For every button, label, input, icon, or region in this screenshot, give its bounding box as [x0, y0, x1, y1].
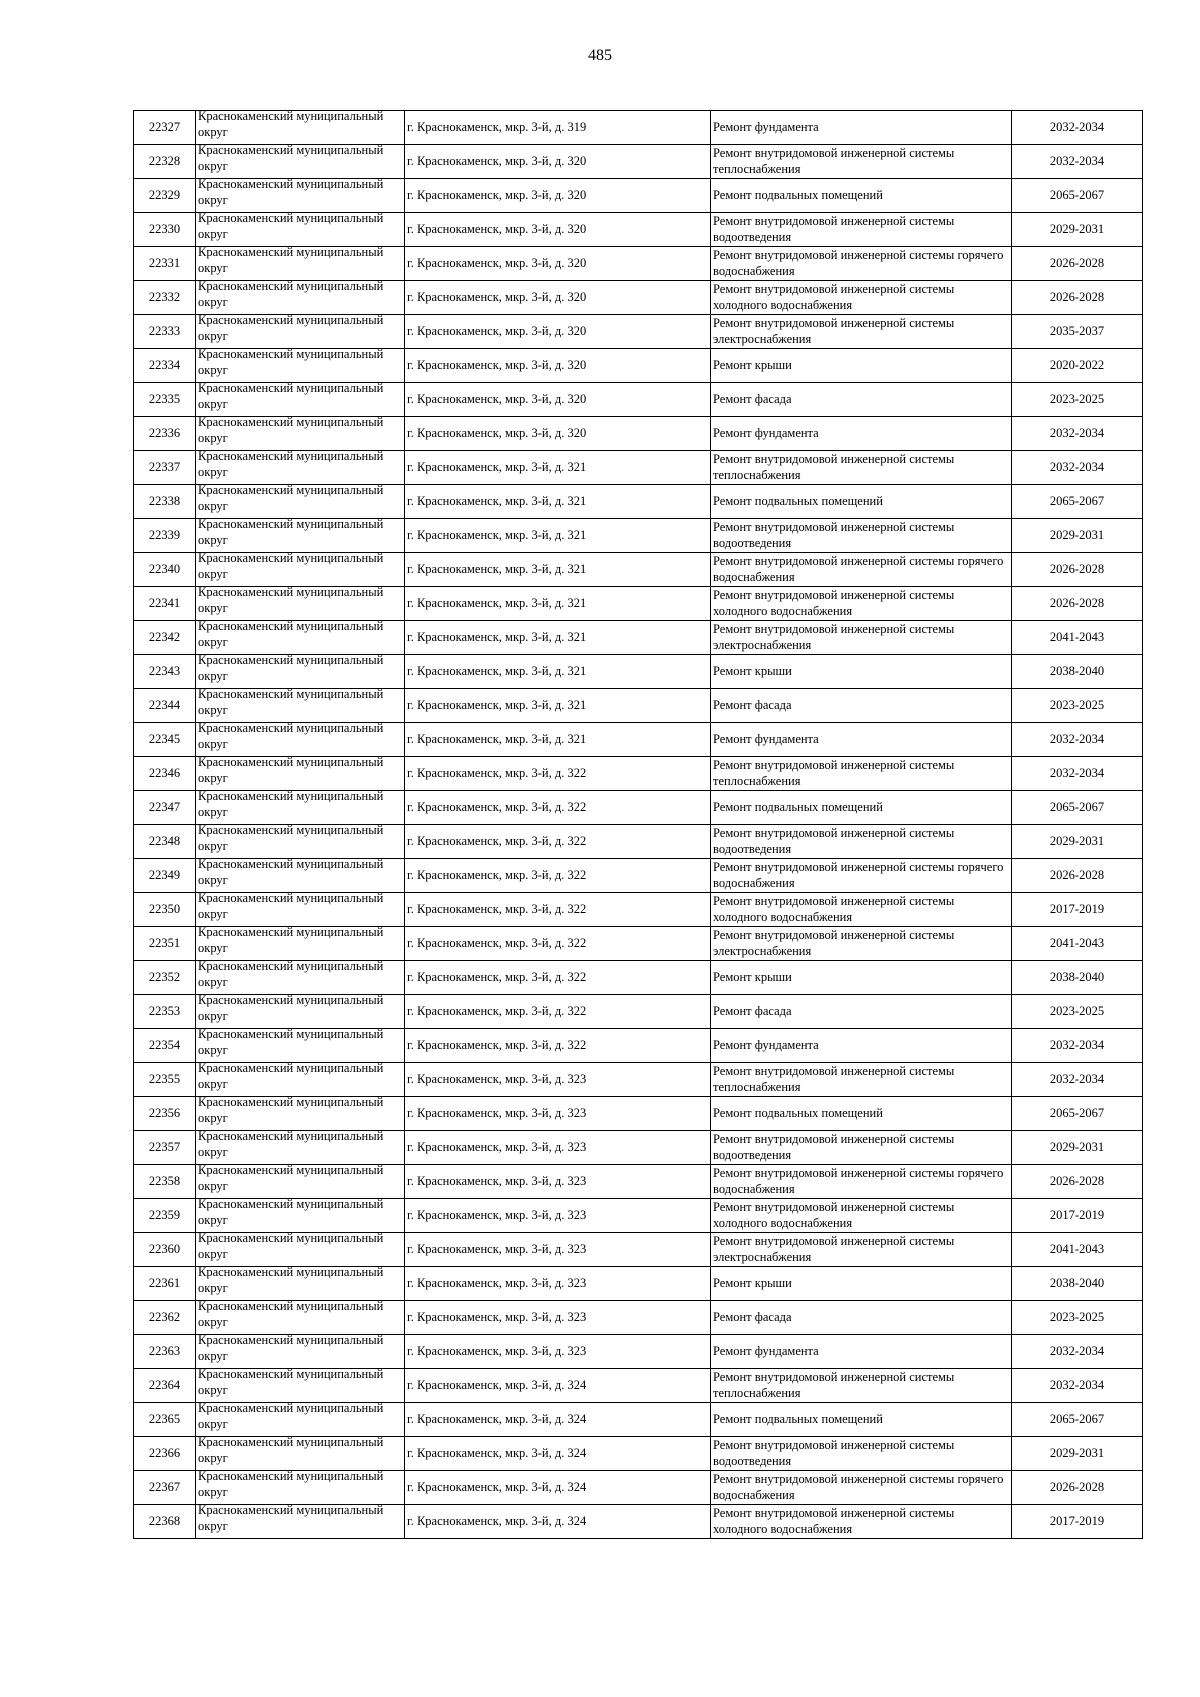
address-cell: г. Краснокаменск, мкр. 3-й, д. 319 — [405, 111, 711, 145]
row-number: 22357 — [134, 1131, 196, 1165]
row-number: 22345 — [134, 723, 196, 757]
table-row — [134, 1437, 1143, 1471]
work-type-cell: Ремонт внутридомовой инженерной системы холодного водоснабжения — [711, 1505, 1012, 1539]
row-number: 22327 — [134, 111, 196, 145]
municipality-cell — [196, 145, 405, 179]
work-type-cell: Ремонт внутридомовой инженерной системы холодного водоснабжения — [711, 1199, 1012, 1233]
row-number: 22334 — [134, 349, 196, 383]
municipality-cell — [196, 587, 405, 621]
table-row — [134, 417, 1143, 451]
address-cell: г. Краснокаменск, мкр. 3-й, д. 321 — [405, 723, 711, 757]
work-type-cell: Ремонт подвальных помещений — [711, 1403, 1012, 1437]
row-number: 22339 — [134, 519, 196, 553]
municipality-text: Краснокаменский муниципальный округ — [198, 280, 384, 309]
address-cell: г. Краснокаменск, мкр. 3-й, д. 323 — [405, 1199, 711, 1233]
municipality-text: Краснокаменский муниципальный округ — [198, 858, 384, 887]
municipality-cell — [196, 1267, 405, 1301]
work-type-cell: Ремонт фундамента — [711, 1029, 1012, 1063]
period-cell: 2023-2025 — [1012, 995, 1143, 1029]
period-cell: 2023-2025 — [1012, 383, 1143, 417]
address-cell: г. Краснокаменск, мкр. 3-й, д. 323 — [405, 1335, 711, 1369]
municipality-text: Краснокаменский муниципальный округ — [198, 722, 384, 751]
address-cell: г. Краснокаменск, мкр. 3-й, д. 323 — [405, 1131, 711, 1165]
municipality-cell — [196, 519, 405, 553]
work-type-cell: Ремонт внутридомовой инженерной системы электроснабжения — [711, 1233, 1012, 1267]
period-cell: 2032-2034 — [1012, 1335, 1143, 1369]
work-type-cell: Ремонт крыши — [711, 349, 1012, 383]
work-type-cell: Ремонт фасада — [711, 995, 1012, 1029]
work-type-cell: Ремонт фундамента — [711, 1335, 1012, 1369]
municipality-text: Краснокаменский муниципальный округ — [198, 518, 384, 547]
address-cell: г. Краснокаменск, мкр. 3-й, д. 322 — [405, 893, 711, 927]
address-cell: г. Краснокаменск, мкр. 3-й, д. 324 — [405, 1505, 711, 1539]
row-number: 22361 — [134, 1267, 196, 1301]
municipality-text: Краснокаменский муниципальный округ — [198, 688, 384, 717]
municipality-cell — [196, 1301, 405, 1335]
table-row — [134, 1029, 1143, 1063]
work-type-cell: Ремонт подвальных помещений — [711, 791, 1012, 825]
row-number: 22355 — [134, 1063, 196, 1097]
municipality-cell — [196, 1097, 405, 1131]
municipality-cell — [196, 961, 405, 995]
municipality-text: Краснокаменский муниципальный округ — [198, 892, 384, 921]
table-row — [134, 1267, 1143, 1301]
period-cell: 2029-2031 — [1012, 519, 1143, 553]
municipality-text: Краснокаменский муниципальный округ — [198, 1300, 384, 1329]
municipality-cell — [196, 553, 405, 587]
row-number: 22337 — [134, 451, 196, 485]
table-row — [134, 383, 1143, 417]
period-cell: 2023-2025 — [1012, 689, 1143, 723]
municipality-cell — [196, 281, 405, 315]
municipality-cell — [196, 757, 405, 791]
municipality-cell — [196, 1505, 405, 1539]
municipality-cell — [196, 859, 405, 893]
municipality-cell — [196, 621, 405, 655]
address-cell: г. Краснокаменск, мкр. 3-й, д. 323 — [405, 1063, 711, 1097]
table-row — [134, 961, 1143, 995]
address-cell: г. Краснокаменск, мкр. 3-й, д. 322 — [405, 961, 711, 995]
municipality-text: Краснокаменский муниципальный округ — [198, 1164, 384, 1193]
municipality-cell — [196, 927, 405, 961]
work-type-cell: Ремонт внутридомовой инженерной системы горячего водоснабжения — [711, 247, 1012, 281]
work-type-cell: Ремонт внутридомовой инженерной системы теплоснабжения — [711, 757, 1012, 791]
work-type-cell: Ремонт внутридомовой инженерной системы горячего водоснабжения — [711, 859, 1012, 893]
address-cell: г. Краснокаменск, мкр. 3-й, д. 324 — [405, 1437, 711, 1471]
row-number: 22333 — [134, 315, 196, 349]
row-number: 22350 — [134, 893, 196, 927]
municipality-cell — [196, 1029, 405, 1063]
period-cell: 2029-2031 — [1012, 825, 1143, 859]
address-cell: г. Краснокаменск, мкр. 3-й, д. 321 — [405, 485, 711, 519]
municipality-text: Краснокаменский муниципальный округ — [198, 552, 384, 581]
municipality-cell — [196, 1165, 405, 1199]
municipality-cell — [196, 689, 405, 723]
municipality-text: Краснокаменский муниципальный округ — [198, 314, 384, 343]
row-number: 22353 — [134, 995, 196, 1029]
page-number: 485 — [588, 47, 612, 64]
period-cell: 2035-2037 — [1012, 315, 1143, 349]
row-number: 22346 — [134, 757, 196, 791]
municipality-text: Краснокаменский муниципальный округ — [198, 994, 384, 1023]
table-row — [134, 315, 1143, 349]
address-cell: г. Краснокаменск, мкр. 3-й, д. 321 — [405, 655, 711, 689]
municipality-text: Краснокаменский муниципальный округ — [198, 450, 384, 479]
work-type-cell: Ремонт внутридомовой инженерной системы теплоснабжения — [711, 451, 1012, 485]
address-cell: г. Краснокаменск, мкр. 3-й, д. 320 — [405, 281, 711, 315]
period-cell: 2041-2043 — [1012, 621, 1143, 655]
period-cell: 2032-2034 — [1012, 757, 1143, 791]
period-cell: 2017-2019 — [1012, 1505, 1143, 1539]
row-number: 22352 — [134, 961, 196, 995]
municipality-cell — [196, 893, 405, 927]
row-number: 22363 — [134, 1335, 196, 1369]
work-type-cell: Ремонт внутридомовой инженерной системы электроснабжения — [711, 621, 1012, 655]
work-type-cell: Ремонт внутридомовой инженерной системы водоотведения — [711, 825, 1012, 859]
municipality-cell — [196, 655, 405, 689]
row-number: 22349 — [134, 859, 196, 893]
row-number: 22341 — [134, 587, 196, 621]
table-row — [134, 723, 1143, 757]
address-cell: г. Краснокаменск, мкр. 3-й, д. 322 — [405, 859, 711, 893]
table-row — [134, 927, 1143, 961]
work-type-cell: Ремонт внутридомовой инженерной системы горячего водоснабжения — [711, 553, 1012, 587]
municipality-cell — [196, 349, 405, 383]
address-cell: г. Краснокаменск, мкр. 3-й, д. 323 — [405, 1097, 711, 1131]
municipality-text: Краснокаменский муниципальный округ — [198, 1436, 384, 1465]
row-number: 22366 — [134, 1437, 196, 1471]
table-row — [134, 689, 1143, 723]
period-cell: 2026-2028 — [1012, 281, 1143, 315]
table-row — [134, 485, 1143, 519]
row-number: 22359 — [134, 1199, 196, 1233]
municipality-cell — [196, 1403, 405, 1437]
address-cell: г. Краснокаменск, мкр. 3-й, д. 321 — [405, 621, 711, 655]
table-row — [134, 213, 1143, 247]
municipality-text: Краснокаменский муниципальный округ — [198, 416, 384, 445]
row-number: 22335 — [134, 383, 196, 417]
row-number: 22364 — [134, 1369, 196, 1403]
municipality-text: Краснокаменский муниципальный округ — [198, 110, 384, 139]
period-cell: 2026-2028 — [1012, 1165, 1143, 1199]
municipality-text: Краснокаменский муниципальный округ — [198, 1062, 384, 1091]
address-cell: г. Краснокаменск, мкр. 3-й, д. 323 — [405, 1165, 711, 1199]
municipality-text: Краснокаменский муниципальный округ — [198, 1028, 384, 1057]
municipality-text: Краснокаменский муниципальный округ — [198, 1402, 384, 1431]
row-number: 22365 — [134, 1403, 196, 1437]
table-row — [134, 1063, 1143, 1097]
work-type-cell: Ремонт фундамента — [711, 111, 1012, 145]
address-cell: г. Краснокаменск, мкр. 3-й, д. 320 — [405, 315, 711, 349]
municipality-text: Краснокаменский муниципальный округ — [198, 1232, 384, 1261]
table-row — [134, 553, 1143, 587]
municipality-cell — [196, 1471, 405, 1505]
row-number: 22330 — [134, 213, 196, 247]
table-row — [134, 757, 1143, 791]
table-row — [134, 1097, 1143, 1131]
table-row — [134, 621, 1143, 655]
address-cell: г. Краснокаменск, мкр. 3-й, д. 321 — [405, 587, 711, 621]
address-cell: г. Краснокаменск, мкр. 3-й, д. 320 — [405, 213, 711, 247]
period-cell: 2038-2040 — [1012, 961, 1143, 995]
row-number: 22332 — [134, 281, 196, 315]
table-row — [134, 1471, 1143, 1505]
address-cell: г. Краснокаменск, мкр. 3-й, д. 321 — [405, 689, 711, 723]
municipality-text: Краснокаменский муниципальный округ — [198, 144, 384, 173]
municipality-text: Краснокаменский муниципальный округ — [198, 654, 384, 683]
municipality-cell — [196, 247, 405, 281]
address-cell: г. Краснокаменск, мкр. 3-й, д. 320 — [405, 247, 711, 281]
repair-schedule-table — [133, 110, 1143, 1539]
work-type-cell: Ремонт внутридомовой инженерной системы холодного водоснабжения — [711, 587, 1012, 621]
work-type-cell: Ремонт внутридомовой инженерной системы холодного водоснабжения — [711, 893, 1012, 927]
row-number: 22336 — [134, 417, 196, 451]
row-number: 22368 — [134, 1505, 196, 1539]
work-type-cell: Ремонт крыши — [711, 961, 1012, 995]
municipality-text: Краснокаменский муниципальный округ — [198, 620, 384, 649]
table-row — [134, 349, 1143, 383]
row-number: 22331 — [134, 247, 196, 281]
row-number: 22367 — [134, 1471, 196, 1505]
work-type-cell: Ремонт внутридомовой инженерной системы горячего водоснабжения — [711, 1471, 1012, 1505]
period-cell: 2065-2067 — [1012, 179, 1143, 213]
work-type-cell: Ремонт внутридомовой инженерной системы водоотведения — [711, 1131, 1012, 1165]
address-cell: г. Краснокаменск, мкр. 3-й, д. 320 — [405, 349, 711, 383]
table-row — [134, 1335, 1143, 1369]
municipality-text: Краснокаменский муниципальный округ — [198, 756, 384, 785]
municipality-cell — [196, 791, 405, 825]
table-row — [134, 825, 1143, 859]
table-row — [134, 1403, 1143, 1437]
work-type-cell: Ремонт фасада — [711, 383, 1012, 417]
address-cell: г. Краснокаменск, мкр. 3-й, д. 322 — [405, 791, 711, 825]
address-cell: г. Краснокаменск, мкр. 3-й, д. 322 — [405, 1029, 711, 1063]
period-cell: 2029-2031 — [1012, 213, 1143, 247]
address-cell: г. Краснокаменск, мкр. 3-й, д. 321 — [405, 451, 711, 485]
period-cell: 2026-2028 — [1012, 859, 1143, 893]
municipality-text: Краснокаменский муниципальный округ — [198, 178, 384, 207]
municipality-text: Краснокаменский муниципальный округ — [198, 960, 384, 989]
table-row — [134, 587, 1143, 621]
table-row — [134, 281, 1143, 315]
work-type-cell: Ремонт внутридомовой инженерной системы водоотведения — [711, 519, 1012, 553]
address-cell: г. Краснокаменск, мкр. 3-й, д. 322 — [405, 927, 711, 961]
table-row — [134, 995, 1143, 1029]
table-row — [134, 655, 1143, 689]
table-row — [134, 1505, 1143, 1539]
period-cell: 2029-2031 — [1012, 1131, 1143, 1165]
municipality-cell — [196, 417, 405, 451]
address-cell: г. Краснокаменск, мкр. 3-й, д. 320 — [405, 145, 711, 179]
municipality-cell — [196, 315, 405, 349]
period-cell: 2017-2019 — [1012, 1199, 1143, 1233]
work-type-cell: Ремонт подвальных помещений — [711, 1097, 1012, 1131]
municipality-cell — [196, 213, 405, 247]
work-type-cell: Ремонт внутридомовой инженерной системы электроснабжения — [711, 315, 1012, 349]
work-type-cell: Ремонт внутридомовой инженерной системы теплоснабжения — [711, 1369, 1012, 1403]
work-type-cell: Ремонт подвальных помещений — [711, 179, 1012, 213]
period-cell: 2023-2025 — [1012, 1301, 1143, 1335]
municipality-text: Краснокаменский муниципальный округ — [198, 926, 384, 955]
table-row — [134, 1233, 1143, 1267]
table-row — [134, 179, 1143, 213]
table-body — [134, 111, 1143, 1539]
row-number: 22342 — [134, 621, 196, 655]
period-cell: 2032-2034 — [1012, 723, 1143, 757]
period-cell: 2032-2034 — [1012, 451, 1143, 485]
row-number: 22347 — [134, 791, 196, 825]
address-cell: г. Краснокаменск, мкр. 3-й, д. 323 — [405, 1233, 711, 1267]
municipality-cell — [196, 825, 405, 859]
period-cell: 2020-2022 — [1012, 349, 1143, 383]
period-cell: 2032-2034 — [1012, 111, 1143, 145]
address-cell: г. Краснокаменск, мкр. 3-й, д. 324 — [405, 1369, 711, 1403]
municipality-cell — [196, 1369, 405, 1403]
municipality-text: Краснокаменский муниципальный округ — [198, 348, 384, 377]
period-cell: 2065-2067 — [1012, 1097, 1143, 1131]
municipality-text: Краснокаменский муниципальный округ — [198, 246, 384, 275]
table-row — [134, 1131, 1143, 1165]
table-row — [134, 451, 1143, 485]
period-cell: 2032-2034 — [1012, 1063, 1143, 1097]
municipality-text: Краснокаменский муниципальный округ — [198, 1096, 384, 1125]
address-cell: г. Краснокаменск, мкр. 3-й, д. 321 — [405, 519, 711, 553]
row-number: 22354 — [134, 1029, 196, 1063]
period-cell: 2026-2028 — [1012, 247, 1143, 281]
address-cell: г. Краснокаменск, мкр. 3-й, д. 324 — [405, 1403, 711, 1437]
municipality-text: Краснокаменский муниципальный округ — [198, 1368, 384, 1397]
municipality-text: Краснокаменский муниципальный округ — [198, 382, 384, 411]
municipality-cell — [196, 383, 405, 417]
municipality-text: Краснокаменский муниципальный округ — [198, 790, 384, 819]
period-cell: 2017-2019 — [1012, 893, 1143, 927]
work-type-cell: Ремонт фундамента — [711, 417, 1012, 451]
period-cell: 2038-2040 — [1012, 655, 1143, 689]
period-cell: 2032-2034 — [1012, 417, 1143, 451]
table-row — [134, 791, 1143, 825]
table-row — [134, 859, 1143, 893]
period-cell: 2032-2034 — [1012, 1029, 1143, 1063]
work-type-cell: Ремонт внутридомовой инженерной системы водоотведения — [711, 1437, 1012, 1471]
address-cell: г. Краснокаменск, мкр. 3-й, д. 323 — [405, 1301, 711, 1335]
period-cell: 2032-2034 — [1012, 1369, 1143, 1403]
municipality-text: Краснокаменский муниципальный округ — [198, 1334, 384, 1363]
period-cell: 2026-2028 — [1012, 1471, 1143, 1505]
period-cell: 2065-2067 — [1012, 791, 1143, 825]
municipality-cell — [196, 1335, 405, 1369]
work-type-cell: Ремонт фасада — [711, 1301, 1012, 1335]
period-cell: 2038-2040 — [1012, 1267, 1143, 1301]
work-type-cell: Ремонт внутридомовой инженерной системы горячего водоснабжения — [711, 1165, 1012, 1199]
municipality-cell — [196, 485, 405, 519]
row-number: 22328 — [134, 145, 196, 179]
municipality-cell — [196, 1131, 405, 1165]
address-cell: г. Краснокаменск, мкр. 3-й, д. 322 — [405, 995, 711, 1029]
period-cell: 2029-2031 — [1012, 1437, 1143, 1471]
period-cell: 2065-2067 — [1012, 1403, 1143, 1437]
row-number: 22348 — [134, 825, 196, 859]
municipality-cell — [196, 995, 405, 1029]
table-row — [134, 247, 1143, 281]
address-cell: г. Краснокаменск, мкр. 3-й, д. 320 — [405, 383, 711, 417]
municipality-text: Краснокаменский муниципальный округ — [198, 1470, 384, 1499]
period-cell: 2026-2028 — [1012, 587, 1143, 621]
municipality-text: Краснокаменский муниципальный округ — [198, 1504, 384, 1533]
municipality-text: Краснокаменский муниципальный округ — [198, 212, 384, 241]
municipality-cell — [196, 1233, 405, 1267]
municipality-cell — [196, 451, 405, 485]
row-number: 22338 — [134, 485, 196, 519]
row-number: 22362 — [134, 1301, 196, 1335]
row-number: 22351 — [134, 927, 196, 961]
table-row — [134, 1199, 1143, 1233]
work-type-cell: Ремонт крыши — [711, 655, 1012, 689]
table-row — [134, 111, 1143, 145]
table-row — [134, 145, 1143, 179]
work-type-cell: Ремонт внутридомовой инженерной системы холодного водоснабжения — [711, 281, 1012, 315]
period-cell: 2041-2043 — [1012, 1233, 1143, 1267]
municipality-text: Краснокаменский муниципальный округ — [198, 1266, 384, 1295]
period-cell: 2065-2067 — [1012, 485, 1143, 519]
address-cell: г. Краснокаменск, мкр. 3-й, д. 321 — [405, 553, 711, 587]
table-row — [134, 1369, 1143, 1403]
address-cell: г. Краснокаменск, мкр. 3-й, д. 323 — [405, 1267, 711, 1301]
work-type-cell: Ремонт внутридомовой инженерной системы теплоснабжения — [711, 1063, 1012, 1097]
municipality-text: Краснокаменский муниципальный округ — [198, 824, 384, 853]
work-type-cell: Ремонт подвальных помещений — [711, 485, 1012, 519]
row-number: 22343 — [134, 655, 196, 689]
row-number: 22358 — [134, 1165, 196, 1199]
work-type-cell: Ремонт фундамента — [711, 723, 1012, 757]
work-type-cell: Ремонт внутридомовой инженерной системы электроснабжения — [711, 927, 1012, 961]
table-row — [134, 1301, 1143, 1335]
municipality-cell — [196, 1199, 405, 1233]
row-number: 22360 — [134, 1233, 196, 1267]
municipality-text: Краснокаменский муниципальный округ — [198, 586, 384, 615]
table-row — [134, 519, 1143, 553]
address-cell: г. Краснокаменск, мкр. 3-й, д. 322 — [405, 825, 711, 859]
period-cell: 2032-2034 — [1012, 145, 1143, 179]
municipality-text: Краснокаменский муниципальный округ — [198, 1130, 384, 1159]
municipality-cell — [196, 1437, 405, 1471]
address-cell: г. Краснокаменск, мкр. 3-й, д. 322 — [405, 757, 711, 791]
municipality-cell — [196, 179, 405, 213]
work-type-cell: Ремонт внутридомовой инженерной системы теплоснабжения — [711, 145, 1012, 179]
address-cell: г. Краснокаменск, мкр. 3-й, д. 324 — [405, 1471, 711, 1505]
work-type-cell: Ремонт внутридомовой инженерной системы водоотведения — [711, 213, 1012, 247]
municipality-cell — [196, 1063, 405, 1097]
row-number: 22340 — [134, 553, 196, 587]
table-row — [134, 893, 1143, 927]
municipality-cell — [196, 723, 405, 757]
municipality-text: Краснокаменский муниципальный округ — [198, 1198, 384, 1227]
municipality-cell — [196, 111, 405, 145]
period-cell: 2026-2028 — [1012, 553, 1143, 587]
table-row — [134, 1165, 1143, 1199]
work-type-cell: Ремонт крыши — [711, 1267, 1012, 1301]
row-number: 22356 — [134, 1097, 196, 1131]
municipality-text: Краснокаменский муниципальный округ — [198, 484, 384, 513]
row-number: 22329 — [134, 179, 196, 213]
work-type-cell: Ремонт фасада — [711, 689, 1012, 723]
row-number: 22344 — [134, 689, 196, 723]
address-cell: г. Краснокаменск, мкр. 3-й, д. 320 — [405, 179, 711, 213]
period-cell: 2041-2043 — [1012, 927, 1143, 961]
address-cell: г. Краснокаменск, мкр. 3-й, д. 320 — [405, 417, 711, 451]
